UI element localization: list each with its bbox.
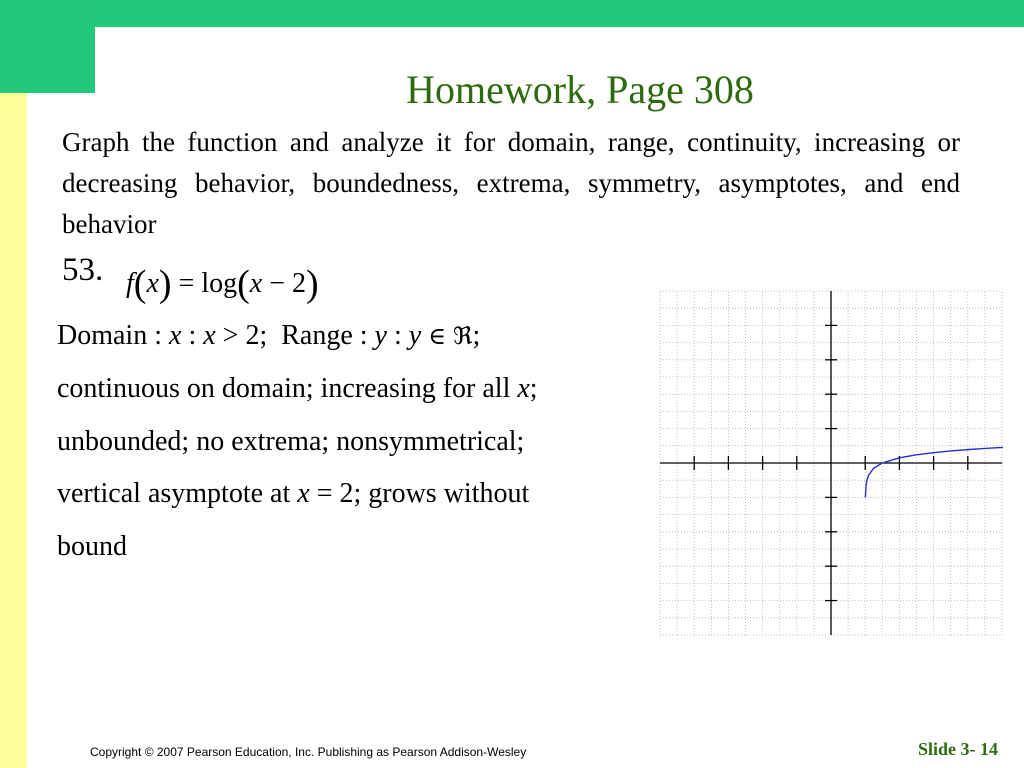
function-curve — [865, 446, 1003, 498]
domain-bound: 2 — [245, 320, 260, 351]
reals-symbol: ℜ — [452, 322, 473, 350]
function-formula: f(x) = log(x − 2) — [126, 263, 319, 305]
gt-symbol: > — [222, 320, 239, 351]
asymptote-rest: 2; grows without — [339, 478, 530, 509]
formula-two: 2 — [292, 268, 306, 299]
slide-title: Homework, Page 308 — [406, 67, 754, 112]
range-cond-var: y — [408, 320, 422, 351]
range-var: y — [374, 320, 387, 351]
instructions-text: Graph the function and analyze it for domain, range, continuity, increasing or decreasing behavior, boundedness, extrema, symmetry, asymptotes, and end behavior — [62, 127, 960, 239]
formula-x-inner: x — [249, 268, 263, 299]
left-accent-strip — [0, 0, 27, 768]
formula-minus: − — [269, 268, 285, 299]
formula-x: x — [146, 268, 159, 299]
formula-log: log — [201, 268, 238, 299]
answer-line-3: unbounded; no extrema; nonsymmetrical; — [57, 426, 525, 457]
continuity-text: continuous on domain; increasing for all — [57, 373, 518, 404]
element-of-symbol: ∈ — [428, 322, 446, 350]
formula-equals: = — [178, 268, 195, 299]
asymptote-eq: = — [316, 478, 333, 509]
corner-accent-block — [0, 0, 95, 93]
asymptote-var: x — [297, 478, 310, 509]
domain-cond-var: x — [203, 320, 216, 351]
formula-f: f — [126, 268, 134, 299]
answer-line-2: continuous on domain; increasing for all x; — [57, 373, 538, 404]
copyright-text: Copyright © 2007 Pearson Education, Inc. Publishing as Pearson Addison-Wesley — [90, 745, 527, 759]
domain-var: x — [169, 320, 182, 351]
answer-domain-range: Domain : x : x > 2; Range : y : y ∈ ℜ; — [57, 320, 481, 351]
answer-line-5: bound — [57, 531, 127, 562]
asymptote-text: vertical asymptote at — [57, 478, 298, 509]
top-accent-bar — [0, 0, 1024, 27]
answer-line-4 — [57, 478, 529, 510]
range-label: Range — [281, 320, 353, 351]
domain-label: Domain — [57, 320, 148, 351]
function-graph — [659, 290, 1003, 636]
continuity-var: x — [517, 373, 530, 404]
slide-number: Slide 3- 14 — [917, 739, 998, 759]
problem-number: 53. — [62, 252, 104, 288]
